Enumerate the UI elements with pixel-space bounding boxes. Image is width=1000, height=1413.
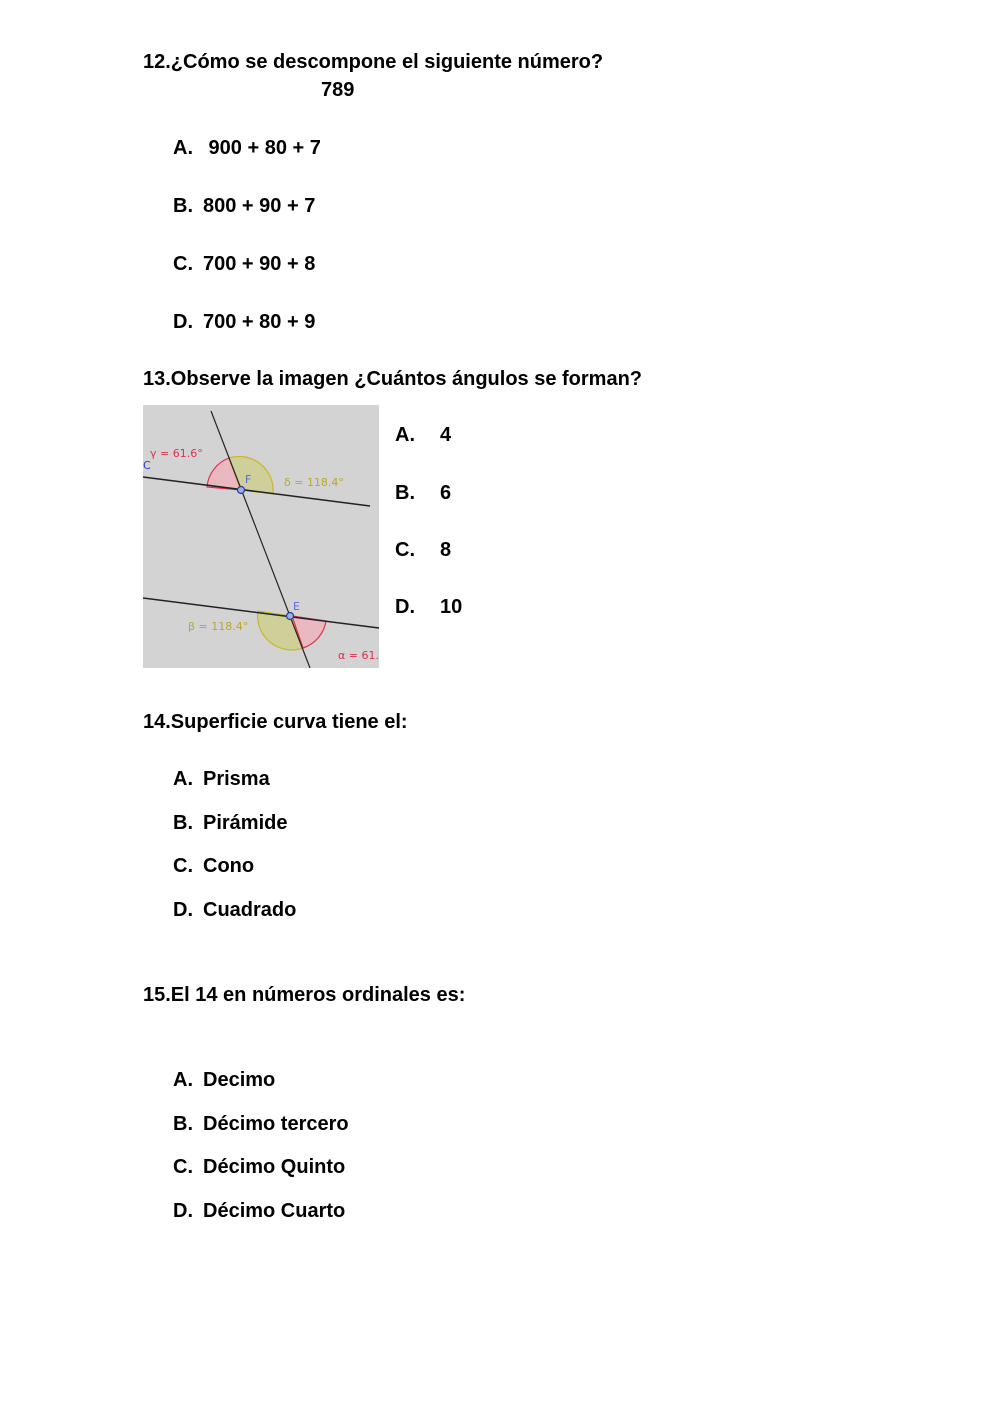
- question-13-option-a[interactable]: [395, 425, 451, 445]
- option-text: 10: [440, 596, 463, 618]
- question-15-option-a[interactable]: [173, 1070, 275, 1090]
- point-f: [238, 487, 245, 494]
- question-13-option-d[interactable]: [395, 597, 462, 617]
- option-letter: B.: [173, 195, 193, 217]
- option-text: 800 + 90 + 7: [203, 195, 316, 217]
- option-text: Prisma: [203, 768, 270, 790]
- point-f-label: F: [245, 473, 252, 486]
- option-letter: D.: [173, 311, 193, 333]
- option-letter: C.: [173, 253, 193, 275]
- option-letter: A.: [173, 137, 193, 159]
- option-text: 700 + 90 + 8: [203, 253, 316, 275]
- option-letter: B.: [395, 482, 415, 504]
- option-text: Décimo Quinto: [203, 1156, 346, 1178]
- option-text: 8: [440, 539, 452, 561]
- question-15-option-b[interactable]: [173, 1114, 349, 1134]
- option-text: 900 + 80 + 7: [203, 137, 321, 159]
- question-15-option-d[interactable]: [173, 1201, 345, 1221]
- beta-label: β = 118.4°: [188, 620, 249, 633]
- option-text: Decimo: [203, 1069, 276, 1091]
- question-12-number: 789: [321, 79, 355, 101]
- option-text: Décimo Cuarto: [203, 1200, 346, 1222]
- option-letter: B.: [173, 1113, 193, 1135]
- option-letter: C.: [395, 539, 415, 561]
- option-letter: D.: [395, 596, 415, 618]
- option-text: 6: [440, 482, 452, 504]
- question-12-option-c[interactable]: [173, 254, 315, 274]
- option-text: 700 + 80 + 9: [203, 311, 316, 333]
- option-letter: A.: [173, 768, 193, 790]
- question-13-option-c[interactable]: [395, 540, 451, 560]
- question-13-option-b[interactable]: [395, 483, 451, 503]
- question-12-option-d[interactable]: [173, 312, 315, 332]
- question-14-option-b[interactable]: [173, 813, 287, 833]
- option-text: Pirámide: [203, 812, 288, 834]
- question-14-prompt: 14.Superficie curva tiene el:: [143, 711, 408, 733]
- question-14-option-c[interactable]: [173, 856, 254, 876]
- option-letter: D.: [173, 899, 193, 921]
- question-13-prompt: 13.Observe la imagen ¿Cuántos ángulos se forman?: [143, 368, 643, 390]
- question-12-prompt: 12.¿Cómo se descompone el siguiente número?: [143, 51, 604, 73]
- parallel-lines-transversal-figure: [143, 405, 379, 668]
- option-text: Décimo tercero: [203, 1113, 349, 1135]
- question-15-prompt: 15.El 14 en números ordinales es:: [143, 984, 466, 1006]
- question-15-option-c[interactable]: [173, 1157, 345, 1177]
- question-12-option-b[interactable]: [173, 196, 315, 216]
- question-12-option-a[interactable]: [173, 138, 321, 158]
- point-e-label: E: [293, 600, 300, 613]
- point-c-label: C: [143, 459, 151, 472]
- delta-label: δ = 118.4°: [284, 476, 344, 489]
- question-14-option-d[interactable]: [173, 900, 296, 920]
- option-text: Cono: [203, 855, 255, 877]
- gamma-label: γ = 61.6°: [150, 447, 203, 460]
- option-text: 4: [440, 424, 452, 446]
- point-e: [287, 613, 294, 620]
- option-letter: A.: [395, 424, 415, 446]
- option-letter: C.: [173, 855, 193, 877]
- option-letter: C.: [173, 1156, 193, 1178]
- question-14-option-a[interactable]: [173, 769, 270, 789]
- option-letter: B.: [173, 812, 193, 834]
- alpha-label: α = 61.: [338, 649, 379, 662]
- option-text: Cuadrado: [203, 899, 297, 921]
- option-letter: A.: [173, 1069, 193, 1091]
- option-letter: D.: [173, 1200, 193, 1222]
